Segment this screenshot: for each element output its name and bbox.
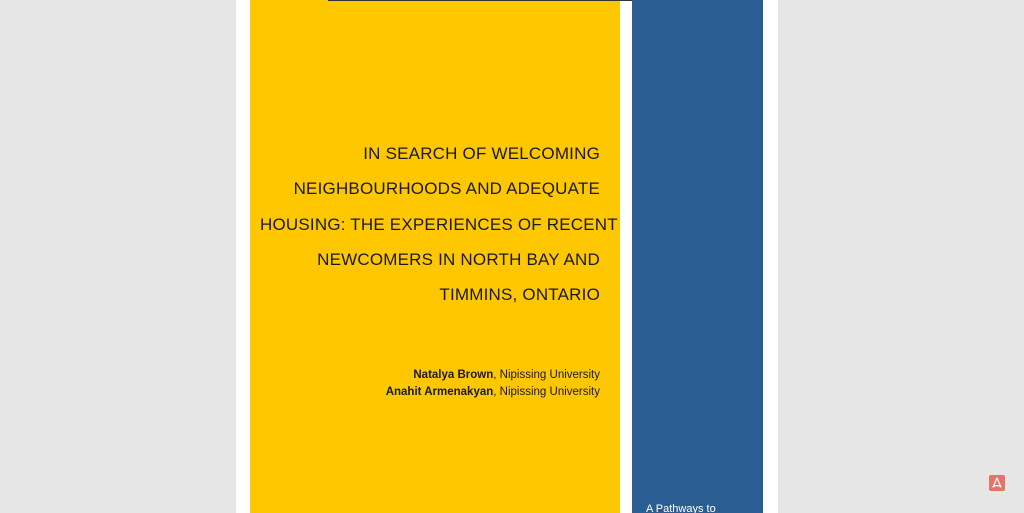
- author-affiliation: , Nipissing University: [493, 386, 600, 398]
- pdf-icon-glyph: [991, 477, 1003, 489]
- title-line: HOUSING: THE EXPERIENCES OF RECENT: [260, 214, 618, 234]
- author-name: Anahit Armenakyan: [385, 386, 494, 398]
- document-page: [236, 0, 778, 513]
- title-line: NEIGHBOURHOODS AND ADEQUATE: [293, 179, 600, 199]
- cover-yellow-panel: [250, 0, 620, 513]
- title-line: IN SEARCH OF WELCOMING: [363, 144, 600, 163]
- author-entry: [260, 367, 600, 384]
- pdf-icon[interactable]: [989, 475, 1005, 491]
- title-line: NEWCOMERS IN NORTH BAY AND: [317, 249, 600, 269]
- author-name: Natalya Brown: [413, 369, 494, 381]
- cover-blue-panel: [632, 0, 763, 513]
- author-entry: [260, 384, 600, 401]
- author-list: [260, 367, 600, 401]
- title-line: TIMMINS, ONTARIO: [439, 285, 600, 305]
- side-text: A Pathways to: [646, 503, 716, 513]
- author-affiliation: , Nipissing University: [493, 369, 600, 381]
- document-title: [260, 136, 618, 312]
